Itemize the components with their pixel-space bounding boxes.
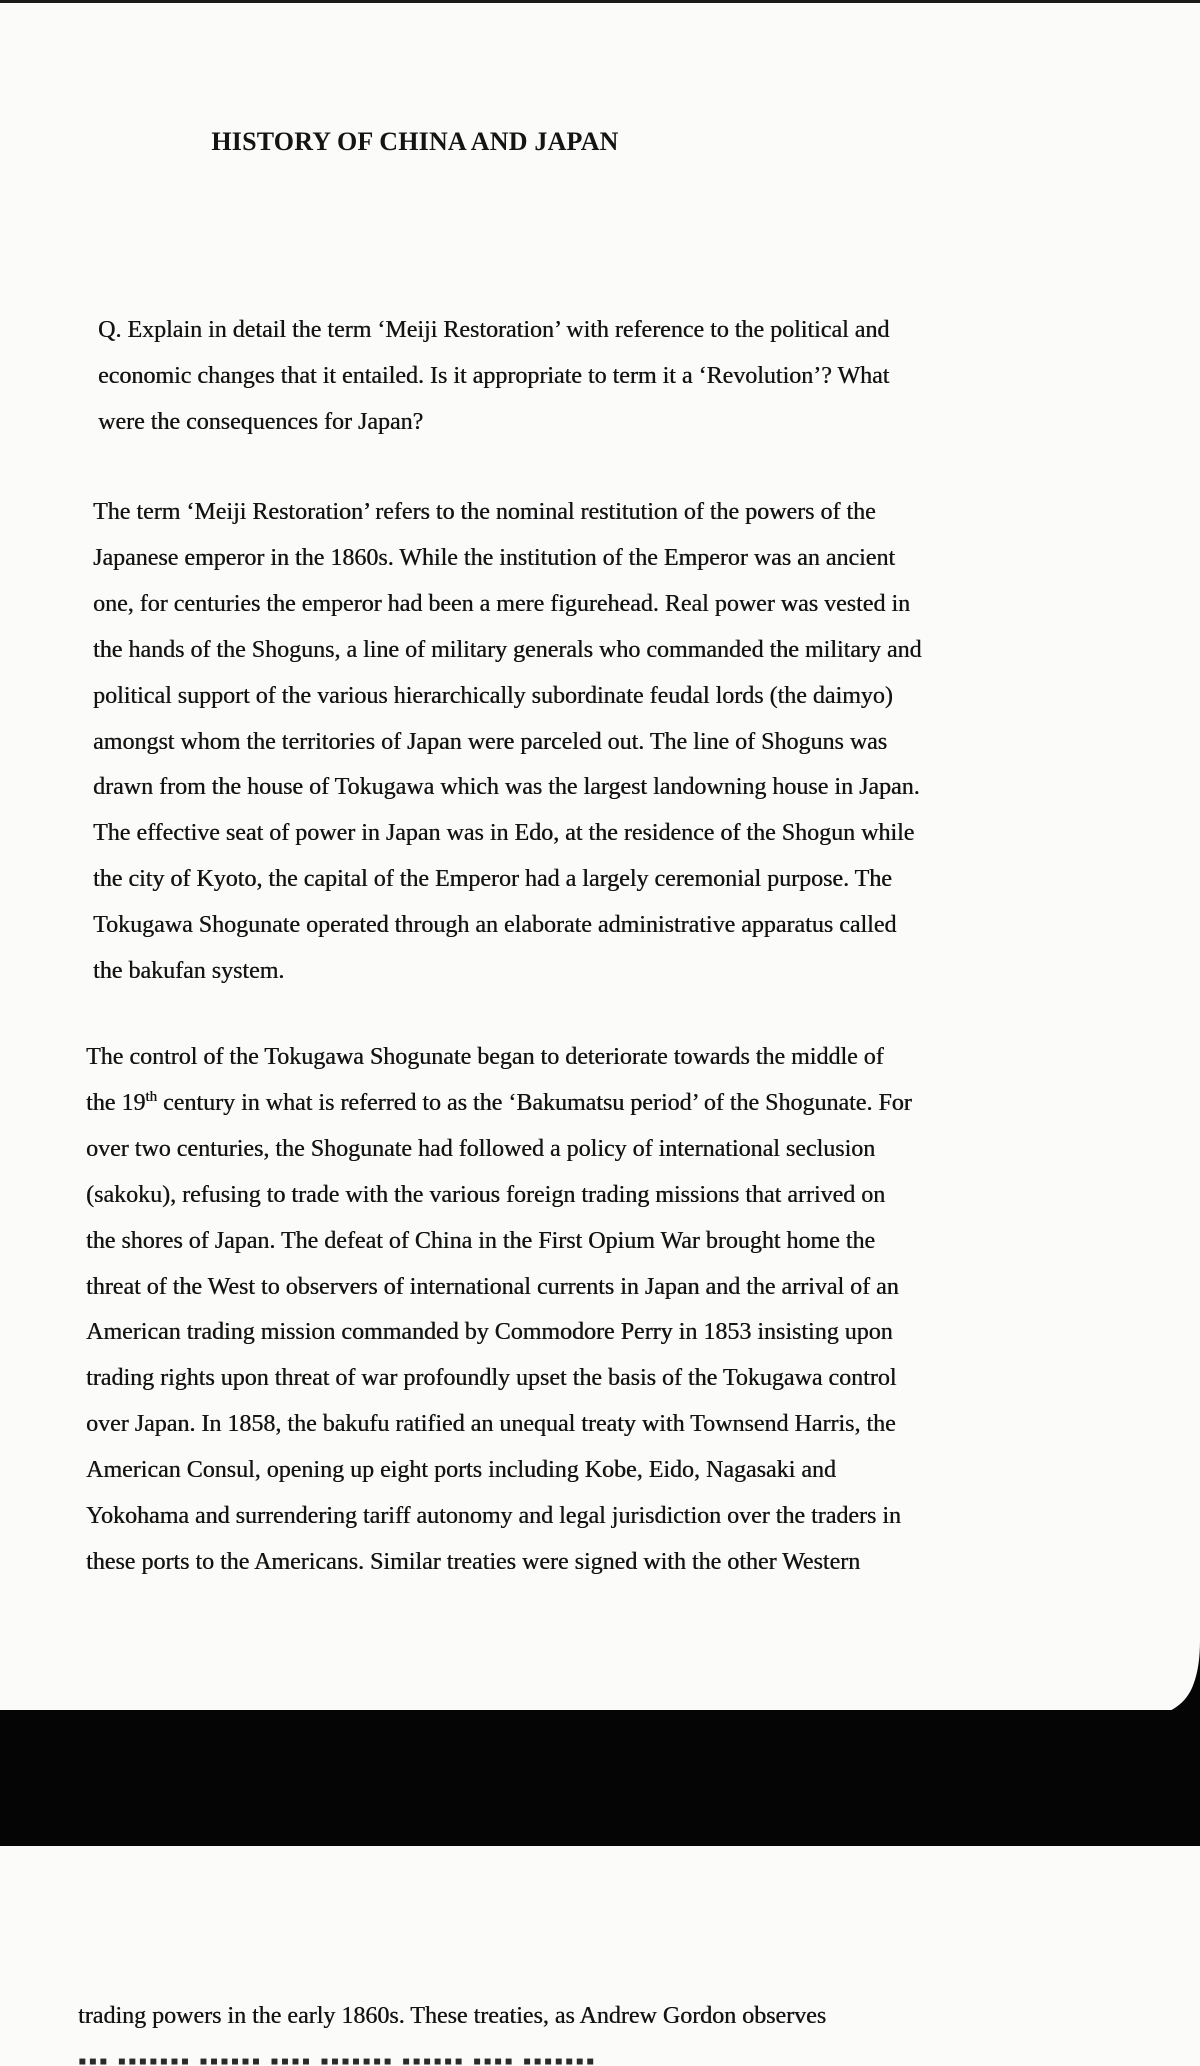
paragraph-line: (sakoku), refusing to trade with the various foreign trading missions that arrived on xyxy=(86,1181,886,1208)
paragraph-line: the bakufan system. xyxy=(93,958,285,985)
answer-paragraph-3 xyxy=(78,1994,998,2040)
paragraph-line: over two centuries, the Shogunate had followed a policy of international seclusion xyxy=(86,1135,876,1162)
question-line: Q. Explain in detail the term ‘Meiji Restoration’ with reference to the political and xyxy=(98,317,890,343)
paragraph-line: trading rights upon threat of war profoundly upset the basis of the Tokugawa control xyxy=(86,1365,897,1392)
paragraph-line: the shores of Japan. The defeat of China in the First Opium War brought home the xyxy=(86,1227,876,1254)
page-curl-shadow xyxy=(1130,1640,1200,1720)
paragraph-line: one, for centuries the emperor had been a mere figurehead. Real power was vested in xyxy=(93,590,910,617)
answer-paragraph-1 xyxy=(93,490,1013,995)
paragraph-line: political support of the various hierarchically subordinate feudal lords (the daimyo) xyxy=(93,682,893,709)
paragraph-line: Yokohama and surrendering tariff autonomy and legal jurisdiction over the traders in xyxy=(86,1503,901,1530)
paragraph-line: these ports to the Americans. Similar treaties were signed with the other Western xyxy=(86,1548,861,1575)
cut-off-text-line: ▪▪▪ ▪▪▪▪▪▪▪ ▪▪▪▪▪▪ ▪▪▪▪ ▪▪▪▪▪▪▪ ▪▪▪▪▪▪ ▪▪▪▪ ▪▪▪▪▪▪▪ xyxy=(78,2050,597,2066)
paragraph-line: the 19th century in what is referred to as the ‘Bakumatsu period’ of the Shogunate. For xyxy=(86,1088,912,1116)
question-line: economic changes that it entailed. Is it appropriate to term it a ‘Revolution’? What xyxy=(98,362,890,389)
paragraph-line: trading powers in the early 1860s. These treaties, as Andrew Gordon observes xyxy=(78,2003,827,2029)
paragraph-line: Japanese emperor in the 1860s. While the institution of the Emperor was an ancient xyxy=(93,544,895,571)
paragraph-line: the city of Kyoto, the capital of the Emperor had a largely ceremonial purpose. The xyxy=(93,866,892,893)
document-title: HISTORY OF CHINA AND JAPAN xyxy=(211,127,619,156)
paragraph-line: The term ‘Meiji Restoration’ refers to the nominal restitution of the powers of the xyxy=(93,499,876,525)
question-line: were the consequences for Japan? xyxy=(98,408,424,435)
paragraph-line: The control of the Tokugawa Shogunate began to deteriorate towards the middle of xyxy=(86,1044,884,1070)
paragraph-line: American Consul, opening up eight ports including Kobe, Eido, Nagasaki and xyxy=(86,1457,836,1484)
paragraph-line: American trading mission commanded by Commodore Perry in 1853 insisting upon xyxy=(86,1319,893,1346)
answer-paragraph-2 xyxy=(86,1035,1006,1586)
question-paragraph xyxy=(98,308,1018,446)
paragraph-line: threat of the West to observers of international currents in Japan and the arrival of an xyxy=(86,1273,899,1300)
paragraph-line: amongst whom the territories of Japan were parceled out. The line of Shoguns was xyxy=(93,728,888,755)
paragraph-line: The effective seat of power in Japan was in Edo, at the residence of the Shogun while xyxy=(93,820,915,847)
paragraph-line: Tokugawa Shogunate operated through an elaborate administrative apparatus called xyxy=(93,912,897,939)
paragraph-line: the hands of the Shoguns, a line of military generals who commanded the military and xyxy=(93,636,922,663)
scan-page-gap xyxy=(0,1710,1200,1846)
paragraph-line: drawn from the house of Tokugawa which was the largest landowning house in Japan. xyxy=(93,774,920,801)
paragraph-line: over Japan. In 1858, the bakufu ratified an unequal treaty with Townsend Harris, the xyxy=(86,1411,896,1438)
